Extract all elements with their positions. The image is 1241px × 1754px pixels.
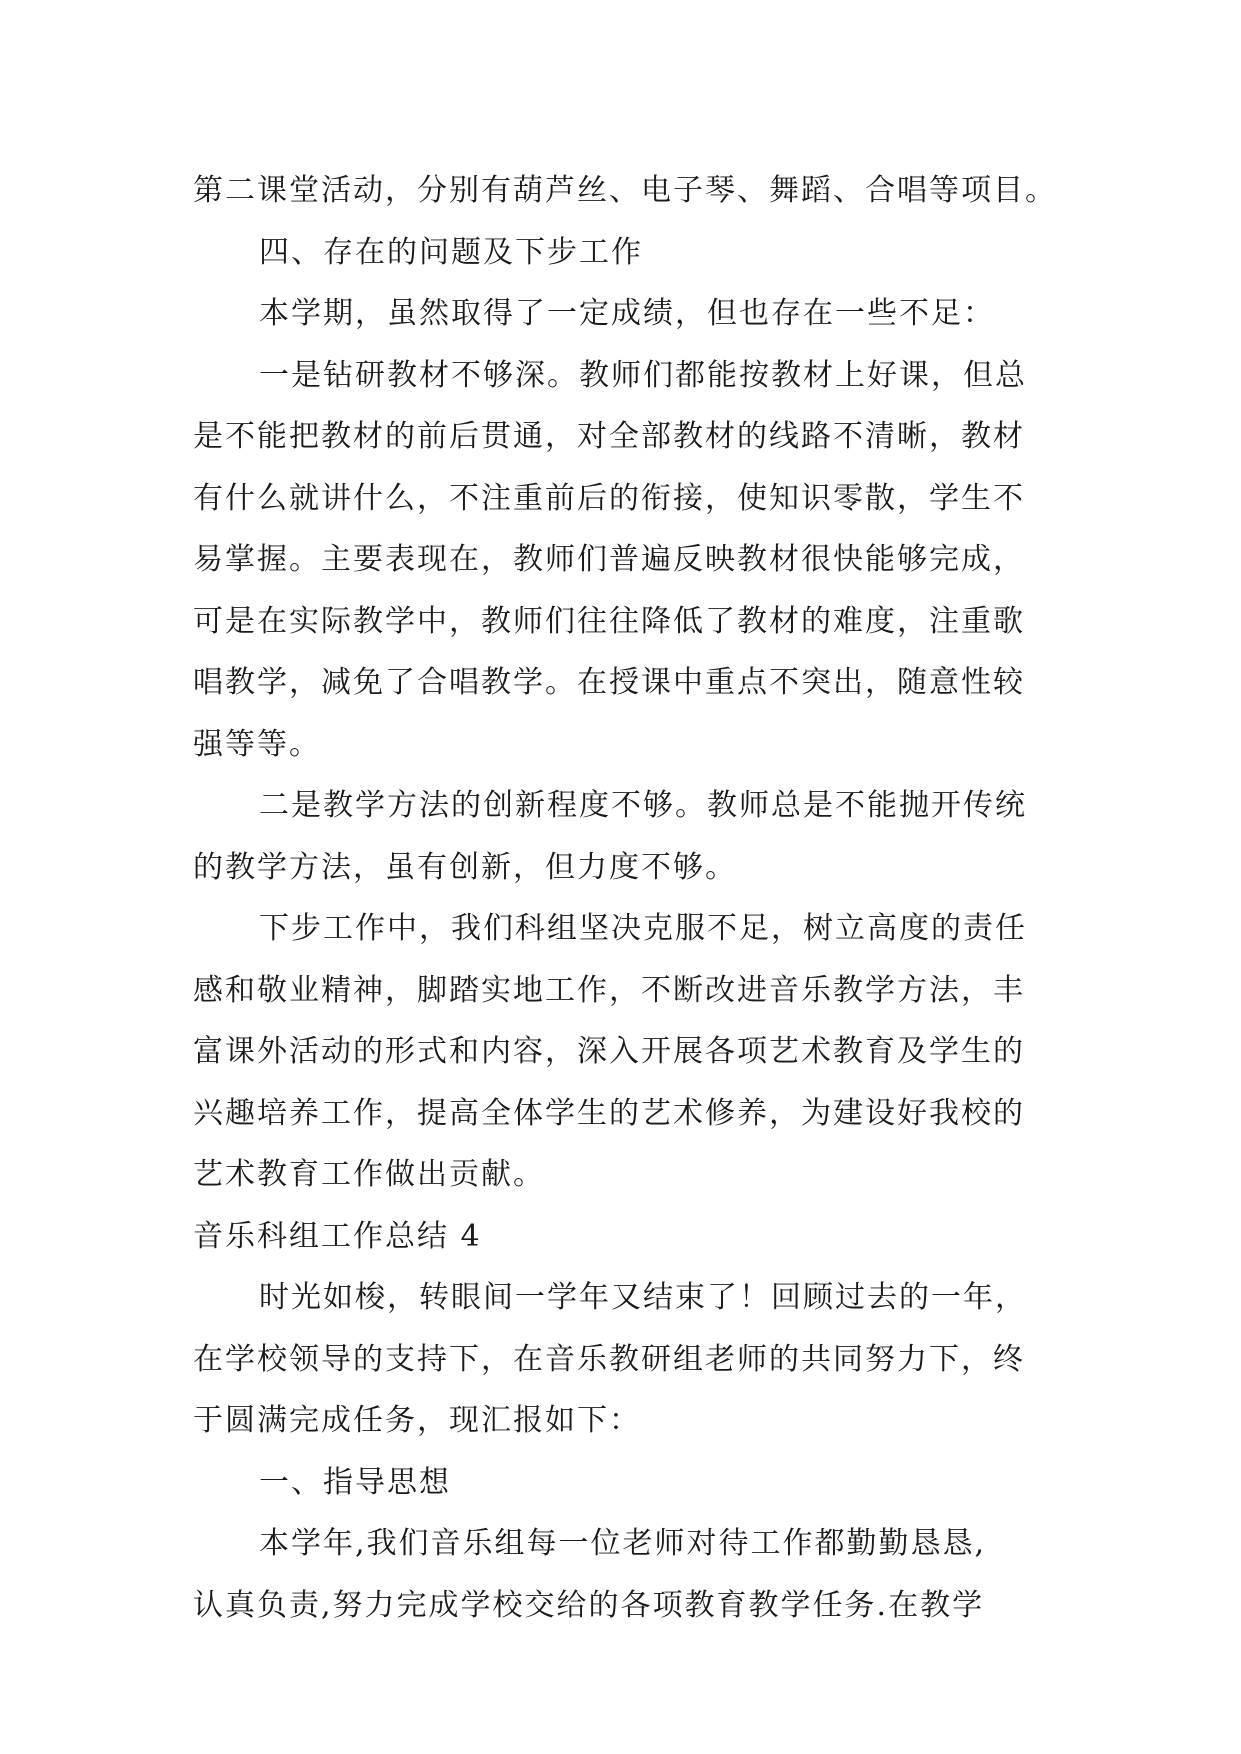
text-line: 艺术教育工作做出贡献。: [193, 1157, 545, 1192]
text-line: 下步工作中，我们科组坚决克服不足，树立高度的责任: [259, 911, 1027, 946]
text-line: 感和敬业精神，脚踏实地工作，不断改进音乐教学方法，丰: [193, 972, 1025, 1008]
text-line: 认真负责,努力完成学校交给的各项教育教学任务.在教学: [193, 1587, 985, 1623]
text-line: 二是教学方法的创新程度不够。教师总是不能抛开传统: [259, 788, 1027, 823]
text-line: 唱教学，减免了合唱教学。在授课中重点不突出，随意性较: [193, 665, 1025, 700]
text-line: 时光如梭，转眼间一学年又结束了！回顾过去的一年，: [259, 1280, 1027, 1315]
text-line: 易掌握。主要表现在，教师们普遍反映教材很快能够完成，: [193, 542, 1025, 577]
text-line: 在学校领导的支持下，在音乐教研组老师的共同努力下，终: [193, 1341, 1025, 1377]
text-line: 第二课堂活动，分别有葫芦丝、电子琴、舞蹈、合唱等项目。: [193, 173, 1057, 208]
text-line: 可是在实际教学中，教师们往往降低了教材的难度，注重歌: [193, 603, 1025, 639]
section-heading: 四、存在的问题及下步工作: [259, 234, 643, 270]
text-line: 本学期，虽然取得了一定成绩，但也存在一些不足：: [259, 296, 995, 331]
section-heading: 一、指导思想: [259, 1464, 451, 1500]
text-line: 有什么就讲什么，不注重前后的衔接，使知识零散，学生不: [193, 480, 1025, 516]
document-section-title: 音乐科组工作总结 4: [193, 1218, 482, 1254]
text-line: 于圆满完成任务，现汇报如下：: [193, 1403, 641, 1438]
text-line: 强等等。: [193, 726, 321, 762]
text-line: 一是钻研教材不够深。教师们都能按教材上好课，但总: [259, 357, 1027, 393]
text-line: 的教学方法，虽有创新，但力度不够。: [193, 849, 737, 885]
text-line: 兴趣培养工作，提高全体学生的艺术修养，为建设好我校的: [193, 1095, 1025, 1131]
text-line: 是不能把教材的前后贯通，对全部教材的线路不清晰，教材: [193, 419, 1025, 454]
document-body: [193, 160, 1065, 1636]
text-line: 本学年,我们音乐组每一位老师对待工作都勤勤恳恳,: [259, 1526, 987, 1561]
text-line: 富课外活动的形式和内容，深入开展各项艺术教育及学生的: [193, 1034, 1025, 1069]
